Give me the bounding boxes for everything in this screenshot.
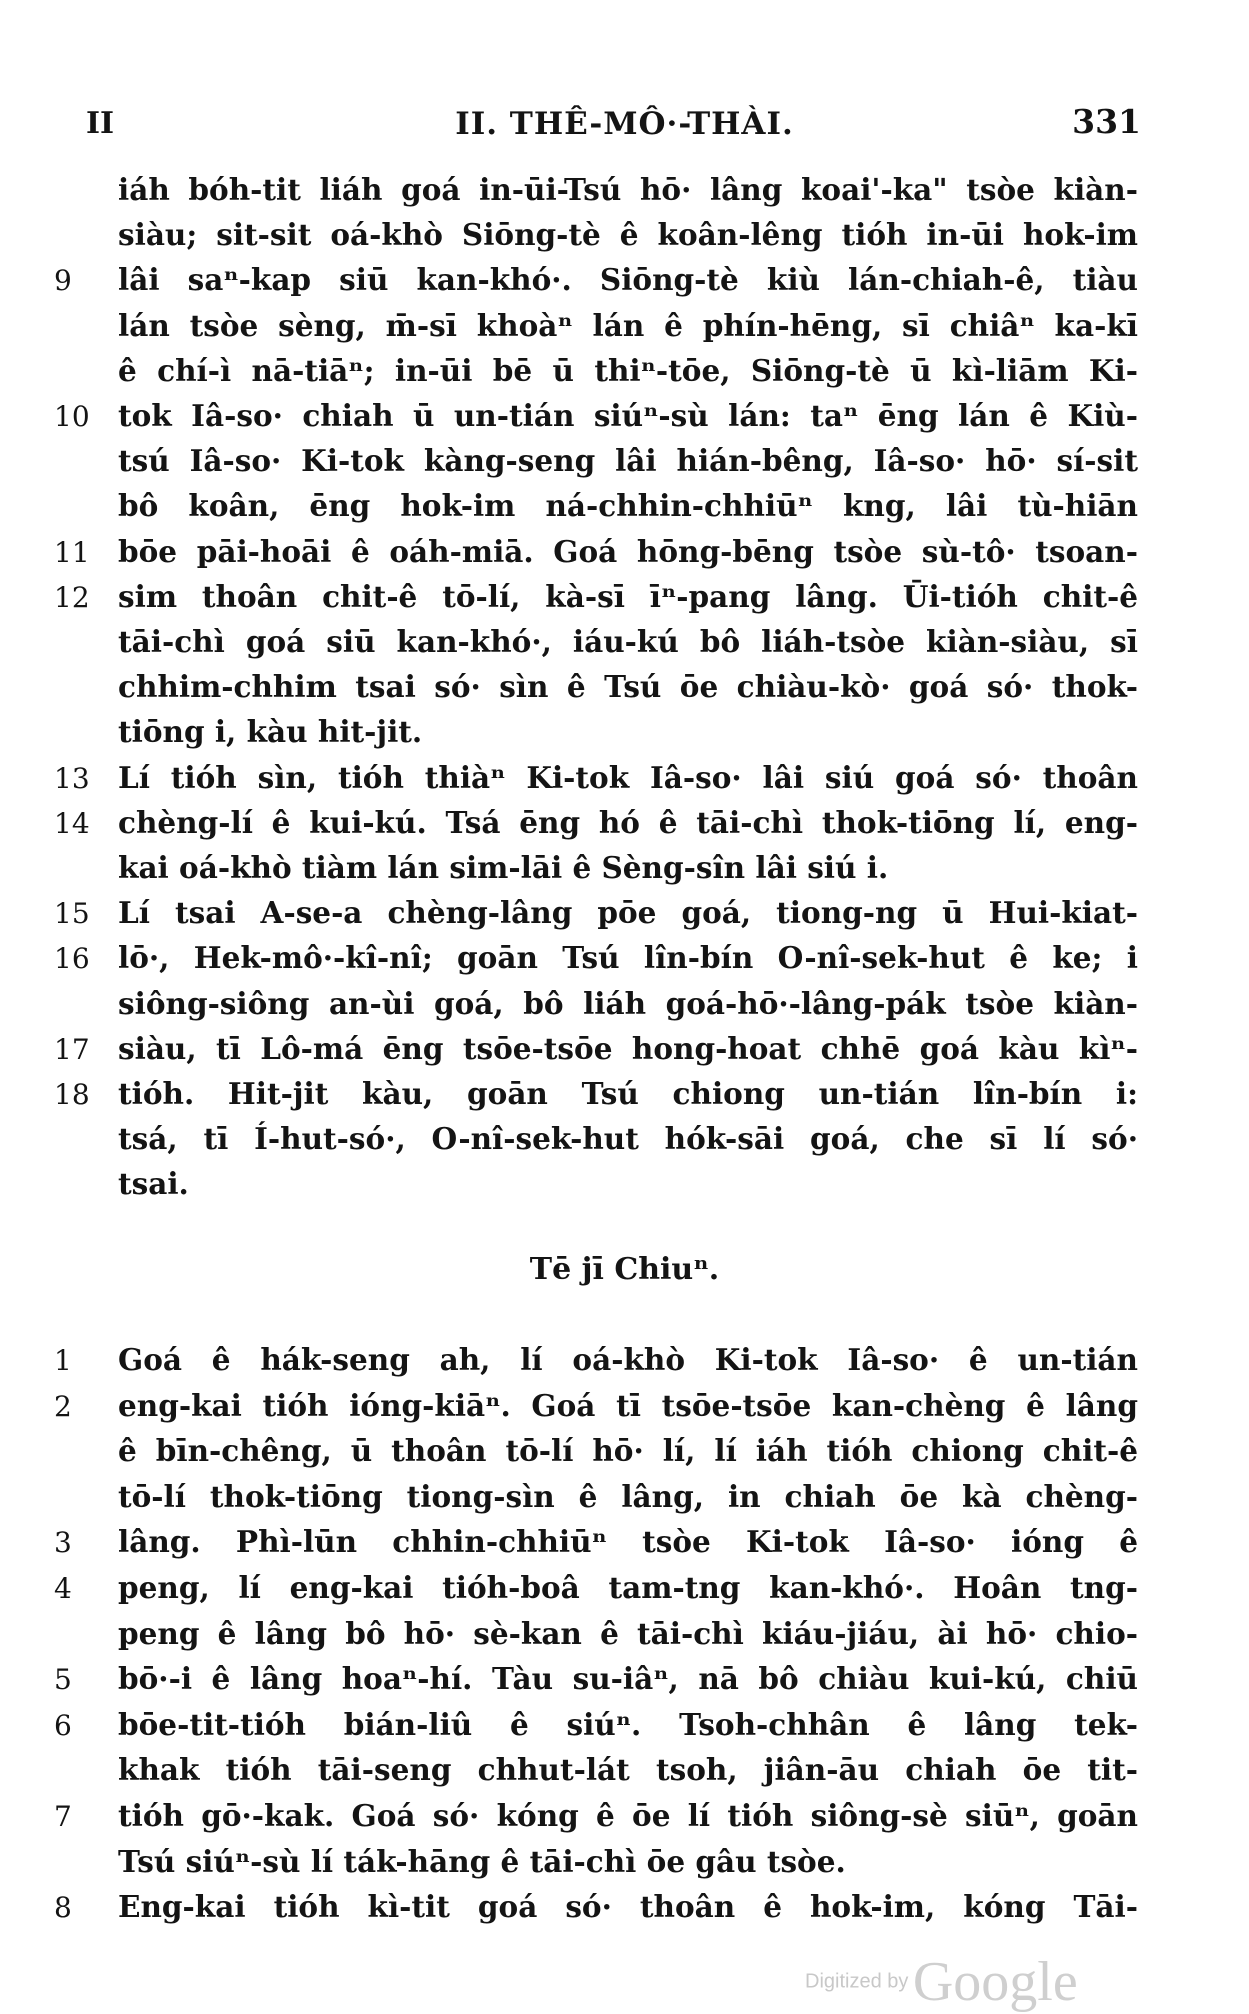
text-line: lâng. Phì-lūn chhin-chhiūⁿ tsòe Ki-tok Iâ-so· ióng ê bbox=[118, 1524, 1138, 1560]
text-line: kai oá-khò tiàm lán sim-lāi ê Sèng-sîn lâi siú i. bbox=[118, 850, 889, 885]
text-line: siàu, tī Lô-má ēng tsōe-tsōe hong-hoat chhē goá kàu kìⁿ- bbox=[118, 1030, 1138, 1066]
text-line: Tsú siúⁿ-sù lí ták-hāng ê tāi-chì ōe gâu tsòe. bbox=[118, 1843, 846, 1879]
verse-number: 7 bbox=[54, 1800, 72, 1833]
text-line: tióh. Hit-jit kàu, goān Tsú chiong un-tián lîn-bín i: bbox=[118, 1076, 1138, 1111]
text-line: lán tsòe sèng, m̄-sī khoàⁿ lán ê phín-hēng, sī chiâⁿ ka-kī bbox=[118, 307, 1138, 343]
text-line: lō·, Hek-mô·-kî-nî; goān Tsú lîn-bín O-nî-sek-hut ê ke; i bbox=[118, 940, 1138, 976]
text-line: chèng-lí ê kui-kú. Tsá ēng hó ê tāi-chì thok-tiōng lí, eng- bbox=[118, 804, 1138, 840]
verse-number: 1 bbox=[54, 1344, 72, 1377]
text-line: chhim-chhim tsai só· sìn ê Tsú ōe chiàu-kò· goá só· thok- bbox=[118, 669, 1138, 705]
header-left-mark: II bbox=[86, 106, 115, 141]
verse-number: 17 bbox=[54, 1032, 90, 1066]
verse-number: 2 bbox=[54, 1389, 72, 1423]
chapter-heading: Tē jī Chiuⁿ. bbox=[529, 1252, 720, 1287]
running-title: II. THÊ-MÔ·-THÀI. bbox=[455, 106, 794, 142]
text-line: bōe pāi-hoāi ê oáh-miā. Goá hōng-bēng tsòe sù-tô· tsoan- bbox=[118, 533, 1138, 569]
verse-number: 13 bbox=[54, 761, 90, 795]
watermark-prefix: Digitized by bbox=[805, 1970, 909, 1993]
verse-number: 6 bbox=[54, 1708, 72, 1742]
verse-number: 15 bbox=[54, 897, 90, 931]
text-line: siông-siông an-ùi goá, bô liáh goá-hō·-lâng-pák tsòe kiàn- bbox=[118, 985, 1138, 1021]
text-line: ê bīn-chêng, ū thoân tō-lí hō· lí, lí iáh tióh chiong chit-ê bbox=[118, 1433, 1138, 1469]
text-line: bōe-tit-tióh bián-liû ê siúⁿ. Tsoh-chhân ê lâng tek- bbox=[118, 1706, 1138, 1742]
text-line: peng, lí eng-kai tióh-boâ tam-tng kan-khó·. Hoân tng- bbox=[118, 1570, 1138, 1605]
text-line: ê chí-ì nā-tiāⁿ; in-ūi bē ū thiⁿ-tōe, Siōng-tè ū kì-liām Ki- bbox=[118, 352, 1138, 388]
text-line: eng-kai tióh ióng-kiāⁿ. Goá tī tsōe-tsōe kan-chèng ê lâng bbox=[118, 1387, 1138, 1423]
verse-number: 5 bbox=[54, 1663, 72, 1697]
text-line: Goá ê hák-seng ah, lí oá-khò Ki-tok Iâ-so· ê un-tián bbox=[118, 1342, 1138, 1377]
verse-number: 10 bbox=[54, 400, 90, 433]
text-line: peng ê lâng bô hō· sè-kan ê tāi-chì kiáu-jiáu, ài hō· chio- bbox=[118, 1615, 1138, 1651]
verse-number: 9 bbox=[54, 264, 72, 298]
verse-number: 12 bbox=[54, 580, 90, 614]
page-header bbox=[0, 102, 1249, 146]
text-line: tō-lí thok-tiōng tiong-sìn ê lâng, in chiah ōe kà chèng- bbox=[118, 1478, 1138, 1514]
verse-number: 3 bbox=[54, 1526, 72, 1560]
verse-number: 4 bbox=[54, 1572, 72, 1605]
google-logo: Google bbox=[912, 1951, 1078, 2013]
text-line: tāi-chì goá siū kan-khó·, iáu-kú bô liáh-tsòe kiàn-siàu, sī bbox=[118, 624, 1138, 659]
google-watermark bbox=[805, 1950, 1078, 2014]
page-number: 331 bbox=[1072, 102, 1141, 141]
text-line: lâi saⁿ-kap siū kan-khó·. Siōng-tè kiù lán-chiah-ê, tiàu bbox=[118, 262, 1138, 298]
text-line: bô koân, ēng hok-im ná-chhin-chhiūⁿ kng, lâi tù-hiān bbox=[118, 488, 1138, 524]
text-line: siàu; sit-sit oá-khò Siōng-tè ê koân-lêng tióh in-ūi hok-im bbox=[118, 217, 1138, 253]
text-line: tsai. bbox=[118, 1166, 189, 1202]
verse-number: 16 bbox=[54, 942, 90, 976]
text-line: Lí tióh sìn, tióh thiàⁿ Ki-tok Iâ-so· lâi siú goá só· thoân bbox=[118, 759, 1138, 795]
verse-number: 18 bbox=[54, 1078, 90, 1111]
text-line: Eng-kai tióh kì-tit goá só· thoân ê hok-im, kóng Tāi- bbox=[118, 1889, 1138, 1925]
verse-number: 8 bbox=[54, 1891, 72, 1925]
text-line: tióh gō·-kak. Goá só· kóng ê ōe lí tióh siông-sè siūⁿ, goān bbox=[118, 1798, 1138, 1833]
text-line: iáh bóh-tit liáh goá in-ūi-Tsú hō· lâng koai'-ka" tsòe kiàn- bbox=[118, 172, 1138, 207]
text-line: tiōng i, kàu hit-jit. bbox=[118, 714, 423, 750]
text-line: bō·-i ê lâng hoaⁿ-hí. Tàu su-iâⁿ, nā bô chiàu kui-kú, chiū bbox=[118, 1661, 1138, 1697]
verse-number: 11 bbox=[54, 535, 90, 569]
text-line: sim thoân chit-ê tō-lí, kà-sī īⁿ-pang lâng. Ūi-tióh chit-ê bbox=[118, 578, 1138, 614]
text-line: tsú Iâ-so· Ki-tok kàng-seng lâi hián-bêng, Iâ-so· hō· sí-sit bbox=[118, 443, 1138, 479]
verse-number: 14 bbox=[54, 806, 90, 840]
text-line: khak tióh tāi-seng chhut-lát tsoh, jiân-āu chiah ōe tit- bbox=[118, 1752, 1138, 1788]
text-line: tok Iâ-so· chiah ū un-tián siúⁿ-sù lán: taⁿ ēng lán ê Kiù- bbox=[118, 398, 1138, 433]
text-line: tsá, tī Í-hut-só·, O-nî-sek-hut hók-sāi goá, che sī lí só· bbox=[118, 1121, 1138, 1157]
text-line: Lí tsai A-se-a chèng-lâng pōe goá, tiong-ng ū Hui-kiat- bbox=[118, 895, 1138, 931]
